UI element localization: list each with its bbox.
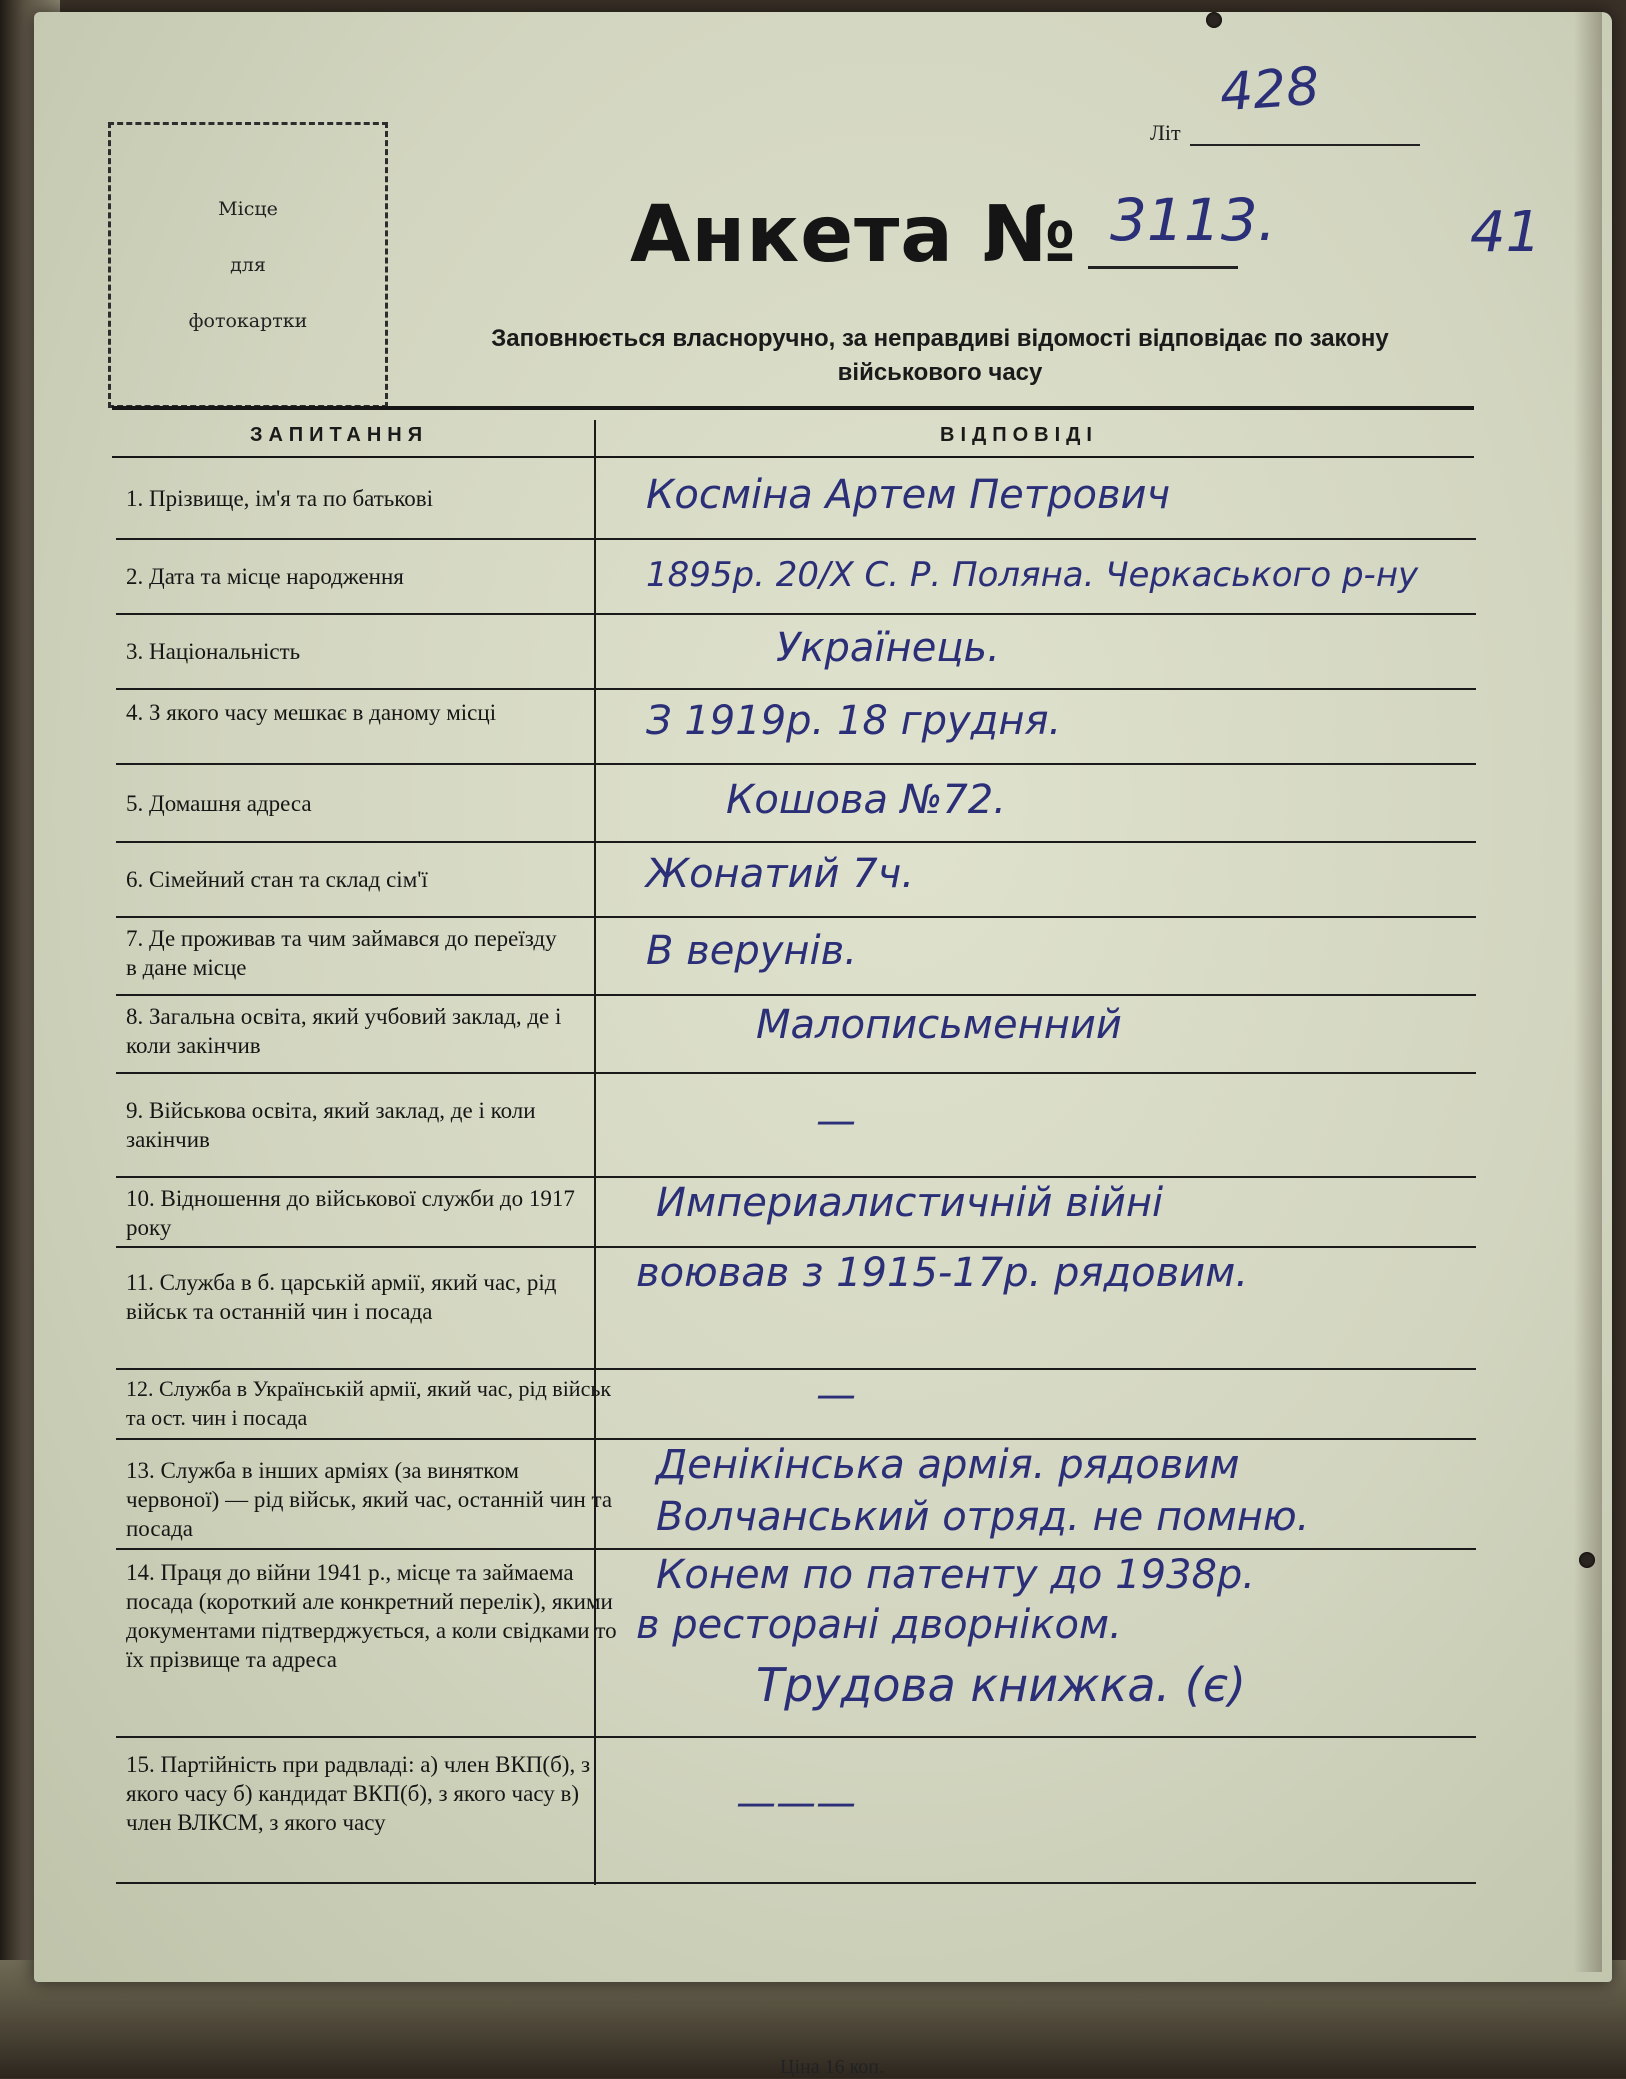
- form-title: Анкета №: [630, 190, 1077, 280]
- punch-hole: [1579, 1552, 1595, 1568]
- answer-handwritten-line-1: Конем по патенту до 1938р.: [656, 1552, 1256, 1598]
- table-row: [116, 918, 1476, 996]
- photo-label-line-1: Місце: [218, 198, 278, 220]
- table-row: [116, 1248, 1476, 1370]
- question-text: 8. Загальна освіта, який учбовий заклад, де і коли закінчив: [126, 1004, 562, 1058]
- answer-handwritten: З 1919р. 18 грудня.: [646, 698, 1062, 744]
- lit-number-handwritten: 428: [1218, 56, 1322, 124]
- answer-handwritten: Українець.: [776, 625, 1000, 671]
- answer-handwritten: ———: [736, 1780, 856, 1826]
- lit-underline: [1190, 144, 1420, 146]
- table-row: [116, 1440, 1476, 1550]
- table-row: [116, 540, 1476, 615]
- answer-handwritten-line-3: Трудова книжка. (є): [756, 1658, 1246, 1712]
- table-top-rule: [112, 406, 1474, 410]
- form-number-underline: [1088, 266, 1238, 269]
- question-text: 5. Домашня адреса: [126, 791, 312, 816]
- column-header-questions: ЗАПИТАННЯ: [250, 424, 429, 446]
- table-row: [116, 1738, 1476, 1884]
- answer-handwritten-line-1: Денікінська армія. рядовим: [656, 1442, 1240, 1488]
- answer-handwritten: —: [816, 1098, 856, 1144]
- instructions-line-2: військового часу: [837, 359, 1043, 386]
- instructions-line-1: Заповнюється власноручно, за неправдиві відомості відповідає по закону: [491, 325, 1389, 352]
- answer-handwritten: —: [816, 1372, 856, 1418]
- table-row: [116, 843, 1476, 918]
- table-row: [116, 765, 1476, 843]
- question-text: 9. Військова освіта, який заклад, де і коли закінчив: [126, 1098, 536, 1152]
- lit-label: Літ: [1150, 120, 1181, 145]
- question-text: 11. Служба в б. царській армії, який час, рід військ та останній чин і посада: [126, 1270, 557, 1324]
- photo-label-line-2: для: [230, 254, 266, 276]
- photo-placeholder: [108, 122, 388, 408]
- punch-hole: [1206, 12, 1222, 28]
- answer-handwritten: В верунів.: [646, 928, 857, 974]
- answer-handwritten-line-2: Волчанський отряд. не помню.: [656, 1494, 1310, 1540]
- question-text: 14. Праця до війни 1941 р., місце та займаема посада (короткий але конкретний перелік), якими документами підтверджується, а коли свідками то їх прізвище та адреса: [126, 1560, 617, 1672]
- answer-handwritten: Империалистичній війні: [656, 1180, 1164, 1226]
- table-row: [116, 1074, 1476, 1178]
- question-text: 6. Сімейний стан та склад сім'ї: [126, 867, 428, 892]
- table-row: [116, 690, 1476, 765]
- form-number-handwritten: 3113.: [1110, 186, 1277, 254]
- question-text: 3. Національність: [126, 639, 301, 664]
- column-header-answers: ВІДПОВІДІ: [940, 424, 1098, 446]
- photo-label-line-3: фотокартки: [188, 310, 308, 332]
- table-row: [116, 615, 1476, 690]
- form-instructions: [400, 322, 1480, 390]
- answer-handwritten: воював з 1915-17р. рядовим.: [636, 1250, 1249, 1296]
- table-row: [116, 1550, 1476, 1738]
- question-text: 2. Дата та місце народження: [126, 564, 404, 589]
- table-row: [116, 1178, 1476, 1248]
- lit-field: [1150, 120, 1470, 148]
- question-text: 12. Служба в Українській армії, який час, рід військ та ост. чин і посада: [126, 1376, 612, 1430]
- answer-handwritten: 1895р. 20/Х С. Р. Поляна. Черкаського р-ну: [646, 555, 1419, 595]
- answer-handwritten: Косміна Артем Петрович: [646, 472, 1171, 518]
- question-text: 15. Партійність при радвладі: а) член ВКП(б), з якого часу б) кандидат ВКП(б), з якого часу в) член ВЛКСМ, з якого часу: [126, 1752, 591, 1835]
- price-footer: Ціна 16 коп.: [780, 2056, 884, 2078]
- answer-handwritten: Малописьменний: [756, 1002, 1122, 1048]
- question-text: 4. З якого часу мешкає в даному місці: [126, 700, 497, 725]
- question-text: 1. Прізвище, ім'я та по батькові: [126, 486, 434, 511]
- table-header-rule: [112, 456, 1474, 458]
- answer-handwritten: Кошова №72.: [726, 777, 1006, 823]
- table-row: [116, 996, 1476, 1074]
- table-row: [116, 460, 1476, 540]
- question-text: 7. Де проживав та чим займався до переїзду в дане місце: [126, 926, 557, 980]
- answer-handwritten: Жонатий 7ч.: [646, 851, 915, 897]
- corner-page-mark: 41: [1470, 200, 1542, 265]
- question-text: 10. Відношення до військової служби до 1917 року: [126, 1186, 575, 1240]
- table-row: [116, 1370, 1476, 1440]
- question-text: 13. Служба в інших арміях (за винятком червоної) — рід військ, який час, останній чин та посада: [126, 1458, 613, 1541]
- row-separator: [116, 1882, 1476, 1884]
- answer-handwritten-line-2: в ресторані дворніком.: [636, 1602, 1122, 1648]
